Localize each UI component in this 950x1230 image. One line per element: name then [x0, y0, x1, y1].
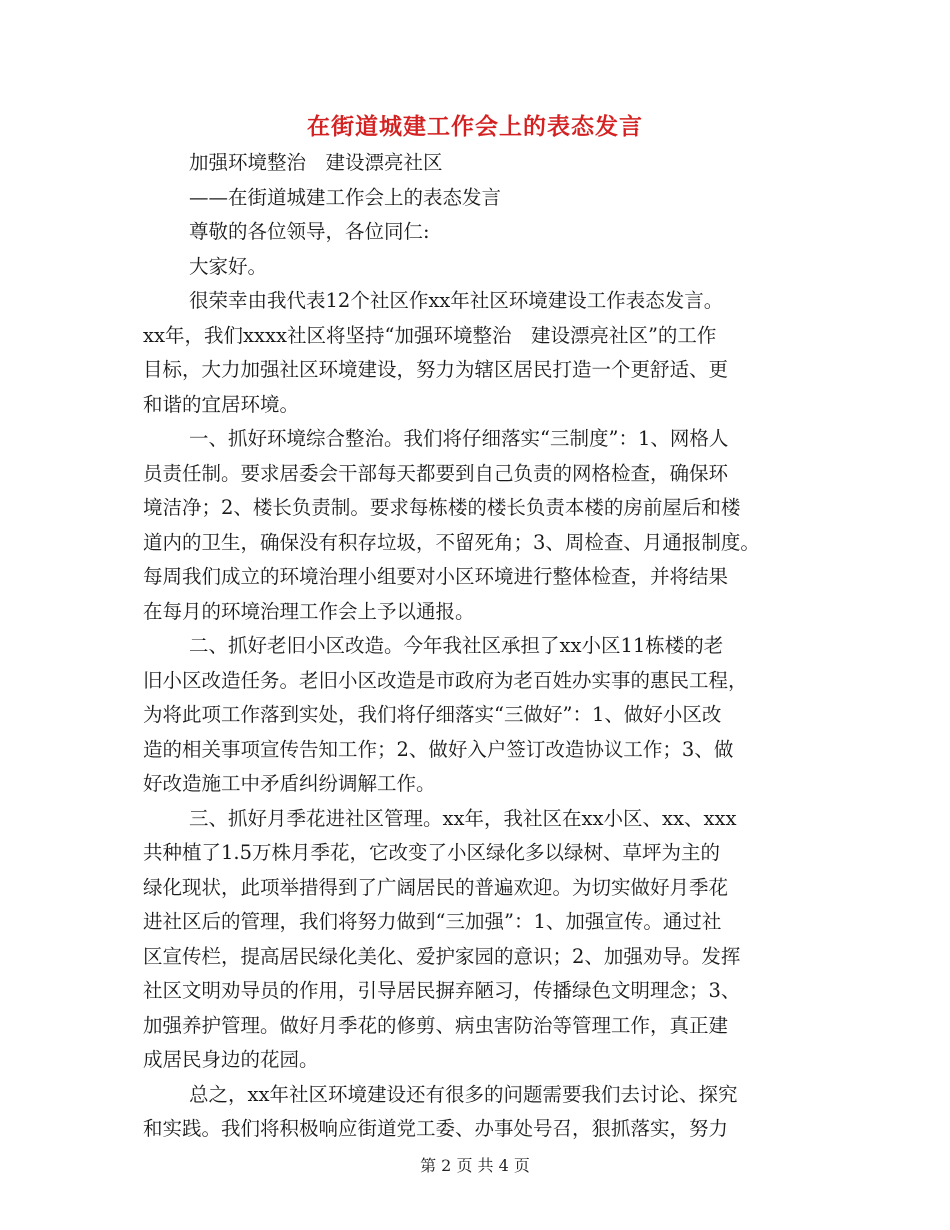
paragraph-line: 成居民身边的花园。 [143, 1048, 319, 1071]
paragraph-line: 加强养护管理。做好月季花的修剪、病虫害防治等管理工作，真正建 [143, 1013, 729, 1037]
paragraph-line: 绿化现状，此项举措得到了广阔居民的普遍欢迎。为切实做好月季花 [143, 875, 729, 899]
paragraph-line: 很荣幸由我代表12个社区作xx年社区环境建设工作表态发言。 [189, 289, 724, 312]
subtitle-line: ——在街道城建工作会上的表态发言 [189, 185, 502, 209]
paragraph-line: 进社区后的管理，我们将努力做到“三加强”：1、加强宣传。通过社 [143, 910, 722, 933]
paragraph-line: 境洁净；2、楼长负责制。要求每栋楼的楼长负责本楼的房前屋后和楼 [143, 496, 741, 519]
subtitle-line: 加强环境整治 建设漂亮社区 [189, 151, 443, 174]
greeting-line: 大家好。 [189, 254, 268, 278]
document-body [143, 146, 823, 1147]
paragraph-line: 造的相关事项宣传告知工作；2、做好入户签订改造协议工作；3、做 [143, 737, 734, 761]
paragraph-line: 目标，大力加强社区环境建设，努力为辖区居民打造一个更舒适、更 [143, 358, 729, 381]
page-footer: 第 2 页 共 4 页 [420, 1156, 530, 1175]
paragraph-line: 一、抓好环境综合整治。我们将仔细落实“三制度”：1、网格人 [189, 427, 729, 450]
paragraph-line: 三、抓好月季花进社区管理。xx年，我社区在xx小区、xx、xxx [189, 806, 737, 830]
document-title: 在街道城建工作会上的表态发言 [307, 113, 643, 140]
paragraph-line: xx年，我们xxxx社区将坚持“加强环境整治 建设漂亮社区”的工作 [143, 323, 717, 347]
paragraph-line: 二、抓好老旧小区改造。今年我社区承担了xx小区11栋楼的老 [189, 634, 724, 657]
paragraph-line: 区宣传栏，提高居民绿化美化、爱护家园的意识；2、加强劝导。发挥 [143, 944, 741, 968]
paragraph-line: 每周我们成立的环境治理小组要对小区环境进行整体检查，并将结果 [143, 565, 729, 588]
paragraph-line: 好改造施工中矛盾纠纷调解工作。 [143, 772, 436, 795]
paragraph-line: 和实践。我们将积极响应街道党工委、办事处号召，狠抓落实，努力 [143, 1117, 729, 1140]
paragraph-line: 社区文明劝导员的作用，引导居民摒弃陋习，传播绿色文明理念；3、 [143, 979, 741, 1002]
paragraph-line: 总之，xx年社区环境建设还有很多的问题需要我们去讨论、探究 [189, 1082, 738, 1106]
paragraph-line: 旧小区改造任务。老旧小区改造是市政府为老百姓办实事的惠民工程， [143, 668, 748, 692]
paragraph-line: 为将此项工作落到实处，我们将仔细落实“三做好”：1、做好小区改 [143, 703, 722, 726]
paragraph-line: 在每月的环境治理工作会上予以通报。 [143, 599, 475, 623]
paragraph-line: 员责任制。要求居委会干部每天都要到自己负责的网格检查，确保环 [143, 461, 729, 485]
paragraph-line: 共种植了1.5万株月季花，它改变了小区绿化多以绿树、草坪为主的 [143, 841, 721, 864]
salutation-line: 尊敬的各位领导，各位同仁: [189, 220, 430, 243]
paragraph-line: 和谐的宜居环境。 [143, 392, 300, 416]
paragraph-line: 道内的卫生，确保没有积存垃圾，不留死角；3、周检查、月通报制度。 [143, 530, 760, 554]
